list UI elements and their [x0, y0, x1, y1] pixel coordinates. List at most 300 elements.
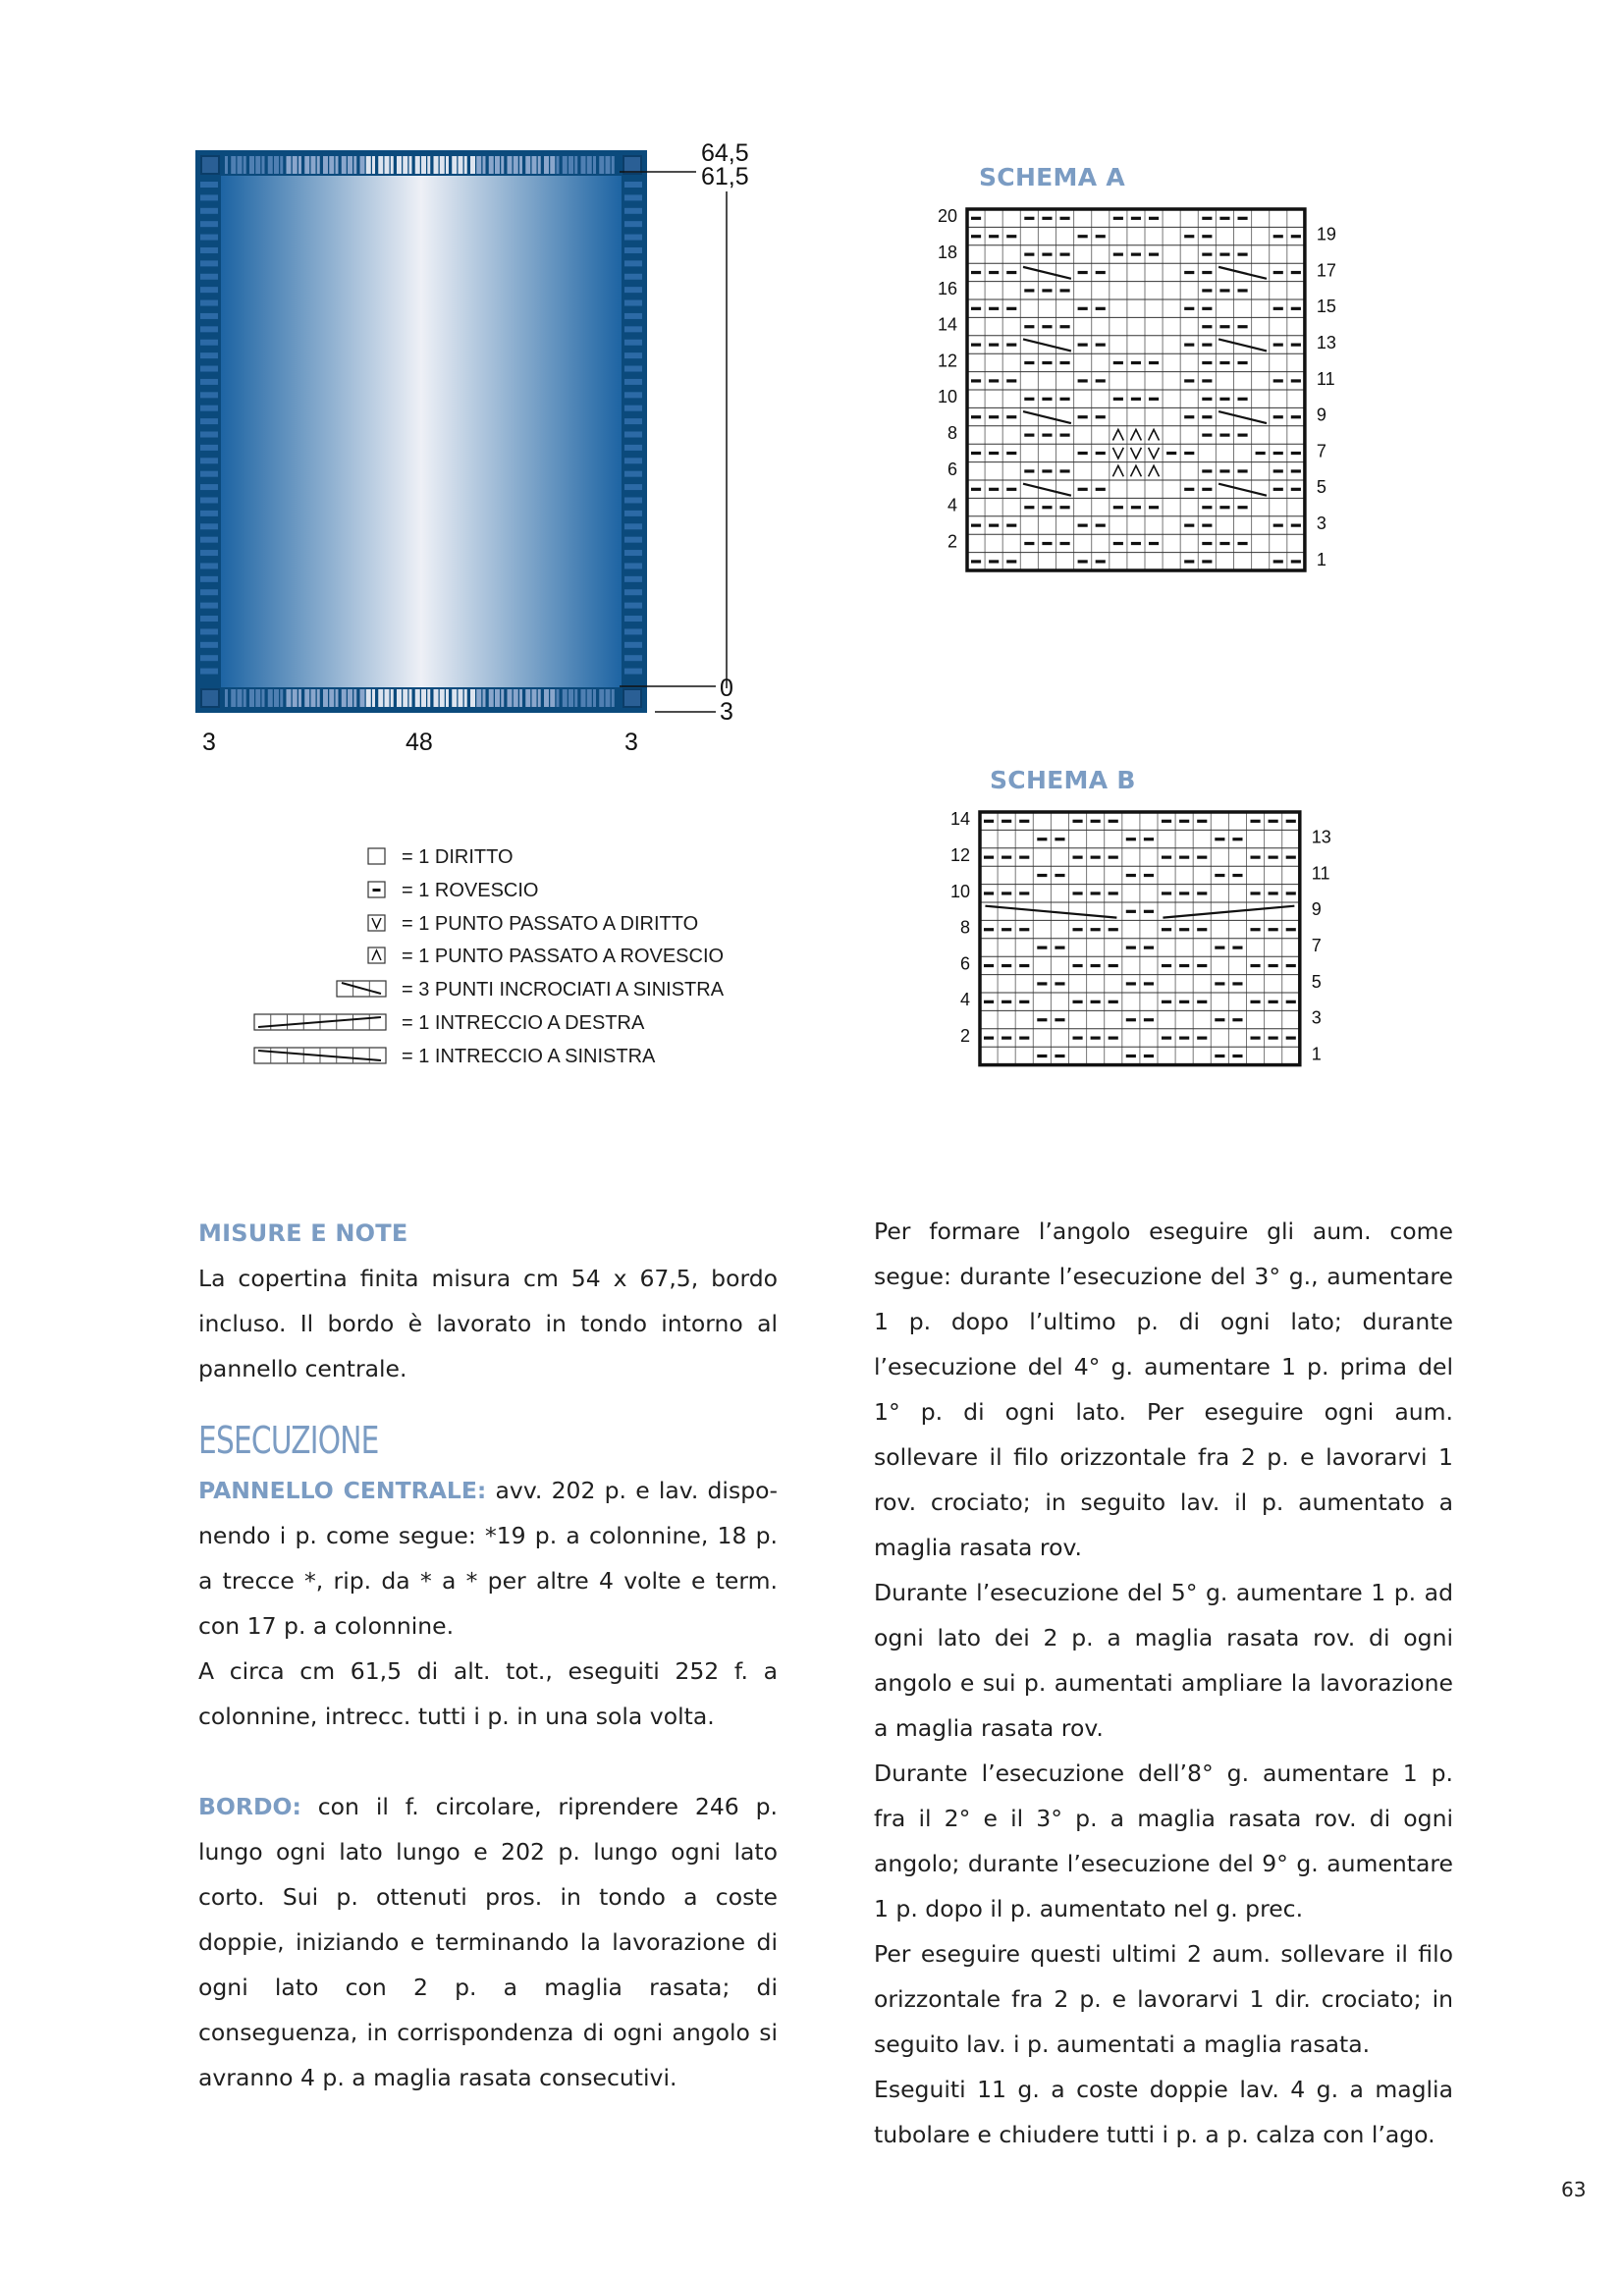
purl-stitch: [1237, 398, 1247, 401]
right-rib-stitch: [624, 194, 642, 200]
purl-stitch: [1144, 874, 1154, 877]
purl-stitch: [971, 524, 981, 527]
top-rib-stitch: [415, 156, 420, 174]
purl-stitch: [1179, 1037, 1189, 1040]
purl-stitch: [1215, 982, 1224, 985]
bottom-rib-stitch: [563, 689, 568, 707]
misure-heading: MISURE E NOTE: [198, 1219, 408, 1247]
blanket-schematic: [195, 150, 745, 759]
purl-stitch: [1126, 947, 1136, 949]
row-label-left: 14: [949, 809, 970, 830]
corner-square: [623, 689, 641, 707]
cross-3-left-icon: [336, 980, 387, 1000]
purl-stitch: [989, 235, 999, 238]
left-rib-stitch: [200, 366, 218, 372]
top-rib-stitch: [446, 156, 449, 174]
purl-stitch: [1162, 892, 1171, 894]
left-rib-stitch: [200, 669, 218, 675]
top-rib-stitch: [353, 156, 356, 174]
purl-stitch: [1184, 271, 1194, 274]
purl-stitch: [1237, 361, 1247, 364]
purl-stitch: [1055, 838, 1064, 840]
row-label-left: 8: [959, 917, 970, 938]
left-rib-stitch: [200, 406, 218, 411]
bottom-rib-stitch: [483, 689, 486, 707]
corner-paragraph-1: Per formare l’angolo eseguire gli aum. come segue: durante l’esecuzione del 3° g., aumentare 1 p. dopo l’ultimo p. di ogni lato; durante l’esecuzione del 4° g. aumentare 1 p. prima del 1° p. di ogni lato. Per eseguire ogni aum. sollevare il filo orizzontale fra 2 p. e lavorarvi 1 rov. crociato; in seguito lav. il p. aumentato a maglia rasata rov.: [874, 1218, 1453, 1561]
purl-stitch: [1273, 271, 1283, 274]
right-rib-stitch: [624, 432, 642, 438]
bottom-rib-stitch: [568, 689, 573, 707]
left-rib-stitch: [200, 511, 218, 516]
right-rib-stitch: [624, 603, 642, 609]
purl-stitch: [1055, 1018, 1064, 1021]
top-rib-stitch: [470, 156, 475, 174]
top-rib-stitch: [403, 156, 407, 174]
bottom-rib-stitch: [323, 689, 328, 707]
left-rib-stitch: [200, 221, 218, 227]
purl-stitch: [1001, 1037, 1011, 1040]
bottom-rib-stitch: [244, 689, 246, 707]
purl-stitch: [1273, 415, 1283, 418]
row-label-right: 1: [1311, 1044, 1322, 1064]
legend-item: [195, 1008, 745, 1042]
top-rib-stitch: [255, 156, 260, 174]
row-label-left: 8: [947, 423, 957, 444]
top-rib-stitch: [593, 156, 596, 174]
purl-stitch: [1162, 964, 1171, 967]
left-rib-stitch: [200, 274, 218, 280]
left-rib-stitch: [200, 432, 218, 438]
purl-stitch: [1019, 1001, 1029, 1003]
purl-stitch: [1109, 1037, 1118, 1040]
purl-stitch: [989, 524, 999, 527]
purl-stitch: [984, 820, 994, 823]
left-rib-stitch: [200, 563, 218, 568]
purl-stitch: [1091, 928, 1101, 931]
top-rib-stitch: [476, 156, 481, 174]
purl-stitch: [1202, 506, 1212, 509]
top-rib-stitch: [225, 156, 228, 174]
right-rib-stitch: [624, 576, 642, 582]
bottom-rib-stitch: [372, 689, 375, 707]
top-rib-stitch: [532, 156, 537, 174]
bottom-rib-stitch: [459, 689, 463, 707]
purl-stitch: [1250, 964, 1260, 967]
purl-stitch: [989, 415, 999, 418]
top-rib-stitch: [317, 156, 320, 174]
purl-stitch: [1078, 488, 1088, 491]
right-rib-stitch: [624, 235, 642, 241]
bottom-rib-stitch: [391, 689, 394, 707]
purl-stitch: [1072, 1001, 1082, 1003]
purl-stitch: [1024, 542, 1034, 545]
purl-stitch: [1059, 217, 1069, 220]
purl-box-icon: [367, 881, 387, 900]
right-rib-stitch: [624, 445, 642, 451]
purl-stitch: [1024, 289, 1034, 292]
purl-stitch: [1179, 1001, 1189, 1003]
purl-stitch: [1001, 1001, 1011, 1003]
corner-square: [201, 689, 219, 707]
purl-stitch: [989, 488, 999, 491]
purl-stitch: [1055, 1055, 1064, 1057]
legend-label: = 1 INTRECCIO A DESTRA: [402, 1011, 645, 1034]
purl-stitch: [1269, 1037, 1278, 1040]
purl-stitch: [1006, 488, 1016, 491]
row-label-right: 15: [1316, 297, 1336, 317]
purl-stitch: [1006, 379, 1016, 382]
purl-stitch: [1072, 820, 1082, 823]
purl-stitch: [1001, 820, 1011, 823]
purl-stitch: [1202, 524, 1212, 527]
left-rib-stitch: [200, 471, 218, 477]
purl-stitch: [1126, 982, 1136, 985]
left-rib-stitch: [200, 603, 218, 609]
pannello-body: avv. 202 p. e lav. disponendo i p. come segue: *19 p. a colonnine, 18 p. a trecce *, rip. da * a * per altre 4 volte e term. con 17 p. a colonnine.: [198, 1477, 778, 1640]
right-rib-stitch: [624, 366, 642, 372]
purl-stitch: [1019, 964, 1029, 967]
purl-stitch: [1019, 892, 1029, 894]
right-rib-stitch: [624, 511, 642, 516]
top-rib-stitch: [268, 156, 273, 174]
purl-stitch: [1202, 307, 1212, 310]
purl-stitch: [1202, 235, 1212, 238]
left-rib-stitch: [200, 235, 218, 241]
purl-stitch: [1109, 1001, 1118, 1003]
purl-stitch: [1273, 379, 1283, 382]
purl-stitch: [1109, 928, 1118, 931]
top-rib-stitch: [599, 156, 604, 174]
legend-label: = 3 PUNTI INCROCIATI A SINISTRA: [402, 979, 725, 1001]
purl-stitch: [1131, 506, 1141, 509]
purl-stitch: [1250, 820, 1260, 823]
top-rib-stitch: [329, 156, 334, 174]
purl-stitch: [1042, 325, 1052, 328]
top-rib-stitch: [421, 156, 426, 174]
top-rib-stitch: [525, 156, 530, 174]
right-rib-stitch: [624, 287, 642, 293]
dim-label-width: 48: [406, 729, 433, 756]
purl-stitch: [1219, 289, 1229, 292]
purl-stitch: [1131, 542, 1141, 545]
purl-stitch: [1215, 947, 1224, 949]
right-rib-stitch: [624, 418, 642, 424]
purl-stitch: [1024, 217, 1034, 220]
purl-stitch: [1215, 874, 1224, 877]
cable-right-icon: [253, 1013, 387, 1033]
bottom-rib-stitch: [495, 689, 500, 707]
bottom-rib-stitch: [415, 689, 420, 707]
top-rib-stitch: [483, 156, 486, 174]
right-rib-stitch: [624, 550, 642, 556]
purl-stitch: [1219, 434, 1229, 437]
top-rib-stitch: [574, 156, 577, 174]
purl-stitch: [1024, 434, 1034, 437]
esecuzione-heading: ESECUZIONE: [198, 1419, 379, 1462]
purl-stitch: [971, 452, 981, 455]
bottom-rib-stitch: [366, 689, 371, 707]
purl-stitch: [1202, 560, 1212, 563]
purl-stitch: [1237, 289, 1247, 292]
top-rib-stitch: [568, 156, 573, 174]
legend-item: [195, 1042, 745, 1075]
bottom-rib-stitch: [231, 689, 236, 707]
purl-stitch: [1055, 874, 1064, 877]
purl-stitch: [1001, 964, 1011, 967]
purl-stitch: [1162, 1001, 1171, 1003]
top-rib-stitch: [323, 156, 328, 174]
left-rib-stitch: [200, 392, 218, 398]
legend-item: [195, 842, 745, 876]
purl-stitch: [1078, 379, 1088, 382]
bordo-body: con il f. circolare, riprendere 246 p. lungo ogni lato lungo e 202 p. lungo ogni lato corto. Sui p. ottenuti pros. in tondo a coste doppie, iniziando e terminando la lavorazione di ogni lato con 2 p. a maglia rasata; di conseguenza, in corrispondenza di ogni angolo si avranno 4 p. a maglia rasata consecutivi.: [198, 1793, 778, 2091]
left-rib-stitch: [200, 182, 218, 188]
cable-left-icon: [253, 1047, 387, 1066]
purl-stitch: [1144, 910, 1154, 913]
left-rib-stitch: [200, 379, 218, 385]
top-rib-stitch: [304, 156, 309, 174]
purl-stitch: [1126, 910, 1136, 913]
schema-b-title: SCHEMA B: [990, 766, 1136, 794]
purl-stitch: [1113, 361, 1123, 364]
purl-stitch: [1144, 1055, 1154, 1057]
purl-stitch: [1215, 838, 1224, 840]
purl-stitch: [1237, 325, 1247, 328]
slip-purlwise-icon: [367, 947, 387, 966]
purl-stitch: [1109, 892, 1118, 894]
left-rib-stitch: [200, 352, 218, 358]
purl-stitch: [1059, 434, 1069, 437]
purl-stitch: [1179, 856, 1189, 859]
top-rib-stitch: [385, 156, 390, 174]
top-rib-stitch: [581, 156, 586, 174]
purl-stitch: [1113, 253, 1123, 256]
legend-label: = 1 DIRITTO: [402, 846, 514, 868]
purl-stitch: [1042, 506, 1052, 509]
purl-stitch: [1109, 820, 1118, 823]
right-rib-stitch: [624, 563, 642, 568]
purl-stitch: [989, 379, 999, 382]
row-label-left: 2: [959, 1026, 970, 1047]
purl-stitch: [1126, 838, 1136, 840]
purl-stitch: [1078, 344, 1088, 347]
right-rib-stitch: [624, 497, 642, 503]
right-rib-stitch: [624, 300, 642, 306]
bottom-rib-stitch: [317, 689, 320, 707]
top-rib-stitch: [550, 156, 555, 174]
left-rib-stitch: [200, 194, 218, 200]
row-label-right: 7: [1316, 441, 1326, 461]
legend-item: [195, 909, 745, 943]
row-label-left: 20: [937, 206, 957, 227]
purl-stitch: [1215, 1055, 1224, 1057]
right-rib-stitch: [624, 655, 642, 661]
bottom-rib-stitch: [612, 689, 615, 707]
left-rib-stitch: [200, 300, 218, 306]
purl-stitch: [1149, 542, 1159, 545]
purl-stitch: [1019, 1037, 1029, 1040]
purl-stitch: [1091, 1037, 1101, 1040]
row-label-left: 16: [937, 278, 957, 298]
purl-stitch: [1291, 469, 1301, 472]
top-rib-stitch: [489, 156, 494, 174]
purl-stitch: [1078, 524, 1088, 527]
right-rib-stitch: [624, 484, 642, 490]
purl-stitch: [1286, 928, 1296, 931]
purl-stitch: [1072, 1037, 1082, 1040]
top-rib-stitch: [612, 156, 615, 174]
purl-stitch: [1113, 506, 1123, 509]
purl-stitch: [1179, 892, 1189, 894]
top-rib-stitch: [287, 156, 292, 174]
left-rib-stitch: [200, 537, 218, 543]
left-rib-stitch: [200, 523, 218, 529]
left-rib-stitch: [200, 418, 218, 424]
purl-stitch: [1019, 856, 1029, 859]
purl-stitch: [1144, 982, 1154, 985]
purl-stitch: [1126, 874, 1136, 877]
top-rib-stitch: [501, 156, 504, 174]
purl-stitch: [1091, 892, 1101, 894]
row-label-right: 17: [1316, 260, 1336, 281]
purl-stitch: [1078, 235, 1088, 238]
right-rib-stitch: [624, 628, 642, 634]
slip-knitwise-icon: [367, 914, 387, 934]
purl-stitch: [1232, 838, 1242, 840]
row-label-right: 3: [1316, 514, 1326, 534]
top-rib-stitch: [464, 156, 467, 174]
purl-stitch: [1291, 560, 1301, 563]
top-rib-stitch: [587, 156, 592, 174]
purl-stitch: [1042, 398, 1052, 401]
purl-stitch: [1006, 560, 1016, 563]
bottom-rib-stitch: [304, 689, 309, 707]
row-label-right: 9: [1311, 899, 1322, 920]
bottom-rib-stitch: [557, 689, 560, 707]
bottom-rib-stitch: [489, 689, 494, 707]
purl-stitch: [1006, 452, 1016, 455]
top-rib-stitch: [293, 156, 298, 174]
purl-stitch: [1024, 506, 1034, 509]
purl-stitch: [1237, 542, 1247, 545]
legend-label: = 1 PUNTO PASSATO A ROVESCIO: [402, 946, 725, 968]
purl-stitch: [1202, 325, 1212, 328]
top-rib-stitch: [274, 156, 279, 174]
purl-stitch: [971, 379, 981, 382]
bottom-rib-stitch: [348, 689, 352, 707]
purl-stitch: [1006, 307, 1016, 310]
row-label-left: 14: [937, 314, 957, 335]
purl-stitch: [1202, 542, 1212, 545]
central-panel: [221, 176, 622, 687]
purl-stitch: [1078, 415, 1088, 418]
top-rib-stitch: [519, 156, 522, 174]
right-rib-stitch: [624, 616, 642, 622]
top-rib-stitch: [427, 156, 430, 174]
bottom-rib-stitch: [225, 689, 228, 707]
purl-stitch: [984, 856, 994, 859]
bottom-rib-stitch: [280, 689, 283, 707]
purl-stitch: [1219, 253, 1229, 256]
purl-stitch: [989, 452, 999, 455]
row-label-right: 19: [1316, 224, 1336, 244]
purl-stitch: [1096, 271, 1106, 274]
purl-stitch: [984, 1037, 994, 1040]
purl-stitch: [1184, 235, 1194, 238]
left-rib-stitch: [200, 616, 218, 622]
purl-stitch: [1059, 469, 1069, 472]
purl-stitch: [1024, 361, 1034, 364]
legend-label: = 1 PUNTO PASSATO A DIRITTO: [402, 912, 699, 935]
purl-stitch: [1237, 469, 1247, 472]
left-rib-stitch: [200, 326, 218, 332]
purl-stitch: [1291, 488, 1301, 491]
purl-stitch: [1149, 253, 1159, 256]
purl-stitch: [1019, 820, 1029, 823]
top-rib-stitch: [372, 156, 375, 174]
purl-stitch: [1096, 379, 1106, 382]
purl-stitch: [1256, 452, 1266, 455]
right-rib-stitch: [624, 379, 642, 385]
purl-stitch: [1273, 452, 1283, 455]
purl-stitch: [1072, 892, 1082, 894]
purl-stitch: [1269, 928, 1278, 931]
purl-stitch: [1131, 253, 1141, 256]
text-column-left: [198, 1211, 778, 2100]
purl-stitch: [1286, 964, 1296, 967]
bottom-rib-stitch: [440, 689, 445, 707]
purl-stitch: [1219, 506, 1229, 509]
purl-stitch: [971, 415, 981, 418]
row-label-right: 9: [1316, 405, 1326, 425]
purl-stitch: [984, 1001, 994, 1003]
bottom-rib-stitch: [255, 689, 260, 707]
bottom-rib-stitch: [342, 689, 347, 707]
schema-b-chart: [943, 800, 1355, 1085]
left-rib-stitch: [200, 589, 218, 595]
purl-stitch: [1072, 856, 1082, 859]
purl-stitch: [971, 217, 981, 220]
corner-square: [201, 156, 219, 174]
purl-stitch: [1078, 307, 1088, 310]
bottom-rib-stitch: [470, 689, 475, 707]
bottom-rib-stitch: [262, 689, 265, 707]
bottom-rib-stitch: [268, 689, 273, 707]
purl-stitch: [1042, 469, 1052, 472]
right-rib-stitch: [624, 642, 642, 648]
purl-stitch: [1037, 982, 1047, 985]
row-label-right: 7: [1311, 936, 1322, 956]
purl-stitch: [1037, 1055, 1047, 1057]
top-rib-stitch: [409, 156, 412, 174]
corner-paragraph-4: Per eseguire questi ultimi 2 aum. sollevare il filo orizzontale fra 2 p. e lavorarvi 1 dir. crociato; in seguito lav. i p. aumentati a maglia rasata.: [874, 1940, 1453, 2058]
purl-stitch: [1202, 271, 1212, 274]
top-rib-stitch: [336, 156, 339, 174]
purl-stitch: [1202, 361, 1212, 364]
top-rib-stitch: [311, 156, 316, 174]
dim-label-right-border: 3: [624, 729, 638, 756]
corner-paragraph-2: Durante l’esecuzione del 5° g. aumentare 1 p. ad ogni lato dei 2 p. a maglia rasata rov. di ogni angolo e sui p. aumentati ampliare la lavorazione a maglia rasata rov.: [874, 1579, 1453, 1742]
purl-stitch: [1250, 928, 1260, 931]
bottom-rib-stitch: [360, 689, 365, 707]
purl-stitch: [1232, 1018, 1242, 1021]
purl-stitch: [1291, 379, 1301, 382]
top-rib-stitch: [495, 156, 500, 174]
purl-stitch: [1059, 506, 1069, 509]
schema-a-chart: [933, 201, 1365, 594]
purl-stitch: [1286, 1001, 1296, 1003]
right-rib-stitch: [624, 458, 642, 463]
